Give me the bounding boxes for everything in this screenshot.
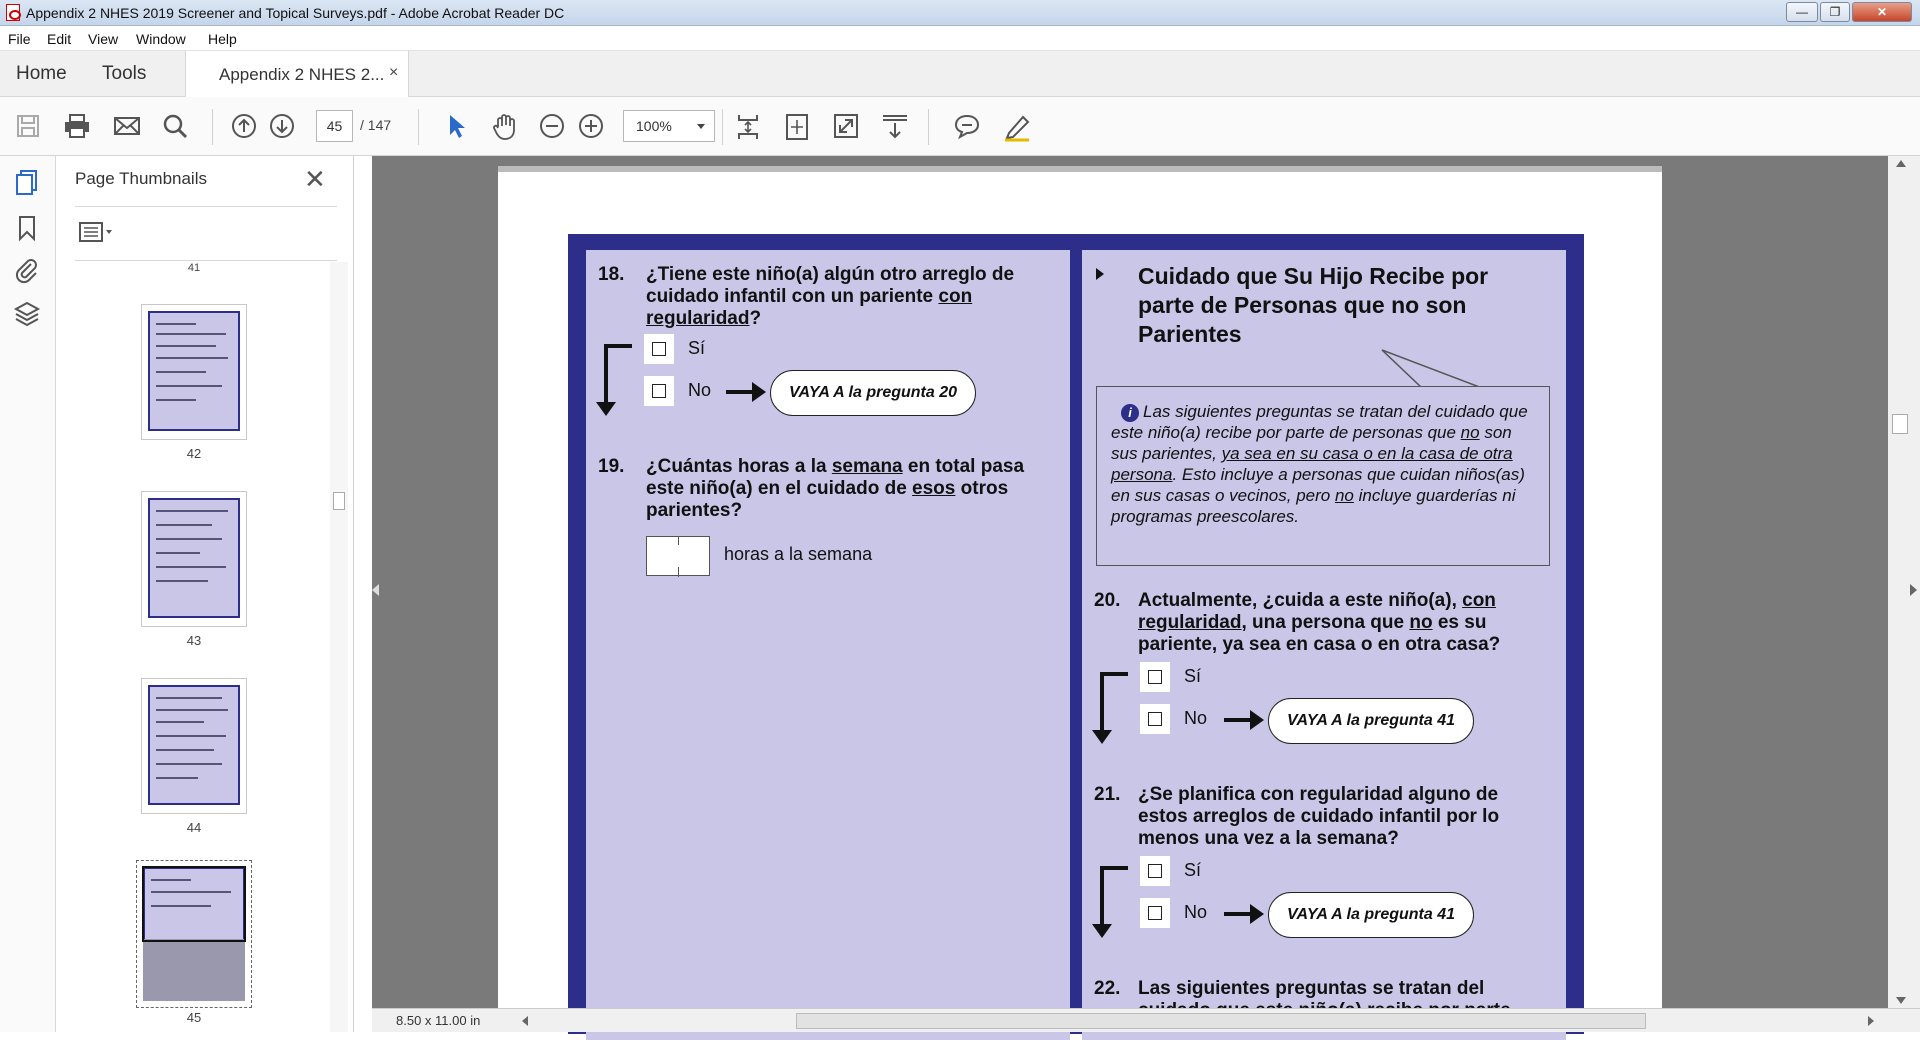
scroll-down-icon[interactable]	[1896, 997, 1906, 1004]
pointer-icon	[443, 113, 469, 139]
question-22-number: 22.	[1094, 978, 1121, 999]
menu-view[interactable]: View	[88, 31, 119, 47]
question-18-number: 18.	[598, 264, 625, 285]
q21-no-checkbox[interactable]	[1140, 898, 1170, 928]
read-mode-button[interactable]	[874, 97, 914, 156]
q20-no-label: No	[1184, 708, 1208, 728]
fit-page-button[interactable]	[777, 97, 817, 156]
thumbnail-label-43: 43	[186, 633, 202, 648]
info-icon: i	[1121, 404, 1139, 422]
section-triangle-icon	[1096, 268, 1104, 280]
pdf-page	[498, 166, 1662, 1026]
pdf-app-icon	[6, 4, 20, 21]
thumbnail-options-icon[interactable]	[78, 220, 116, 244]
page-thumbnails-icon[interactable]	[13, 168, 41, 196]
bookmarks-icon[interactable]	[13, 214, 41, 242]
select-tool-button[interactable]	[436, 97, 476, 156]
previous-page-button[interactable]	[224, 97, 264, 156]
expand-icon	[833, 113, 859, 139]
fit-page-icon	[784, 113, 810, 141]
email-button[interactable]	[106, 97, 146, 156]
tab-tools[interactable]: Tools	[102, 63, 147, 84]
arrow-down-circle-icon	[269, 113, 295, 139]
thumbnail-label-44: 44	[186, 820, 202, 835]
arrow-up-circle-icon	[231, 113, 257, 139]
horizontal-scroll-thumb[interactable]	[796, 1013, 1646, 1029]
tab-document[interactable]	[185, 51, 409, 97]
menu-help[interactable]: Help	[208, 31, 237, 47]
close-window-button[interactable]: ✕	[1852, 2, 1912, 22]
scroll-left-icon[interactable]	[522, 1016, 528, 1026]
hand-icon	[491, 113, 519, 141]
layers-icon[interactable]	[13, 300, 41, 328]
thumbnail-page-44[interactable]	[141, 678, 247, 814]
thumbnail-label-42: 42	[186, 446, 202, 461]
tab-bar	[0, 51, 1920, 97]
toolbar	[0, 97, 1920, 156]
restore-button[interactable]: ❐	[1820, 2, 1850, 22]
q18-no-checkbox[interactable]	[644, 376, 674, 406]
scrolling-mode-button[interactable]	[728, 97, 768, 156]
q18-si-checkbox[interactable]	[644, 334, 674, 364]
page-scroll-icon	[735, 113, 761, 141]
survey-frame	[568, 234, 1584, 1034]
title-bar	[0, 0, 1920, 26]
vertical-scroll-thumb[interactable]	[1892, 414, 1908, 434]
comment-icon	[953, 113, 981, 139]
skip-arrow	[1224, 912, 1252, 916]
scroll-up-icon[interactable]	[1896, 160, 1906, 167]
q20-si-checkbox[interactable]	[1140, 662, 1170, 692]
status-bar	[372, 1008, 1920, 1032]
panel-scroll-thumb[interactable]	[333, 492, 345, 510]
goto-question-20: VAYA A la pregunta 20	[770, 370, 976, 416]
panel-scrollbar[interactable]	[330, 262, 348, 1032]
hours-label: horas a la semana	[724, 544, 873, 564]
skip-arrow	[726, 390, 754, 394]
question-18-text: ¿Tiene este niño(a) algún otro arreglo de cuidado infantil con un pariente con regularidad?	[646, 264, 1015, 329]
goto-question-41-b: VAYA A la pregunta 41	[1268, 892, 1474, 938]
navigation-rail	[0, 156, 56, 1032]
zoom-out-button[interactable]	[532, 97, 572, 156]
info-box: i Las siguientes preguntas se tratan del cuidado que este niño(a) recibe por parte de personas que no son sus parientes, ya sea en su casa o en la casa de otra persona. Esto incluye a personas que cuidan niños(as) en sus casas o vecinos, pero no incluye guarderías ni programas preescolares.	[1096, 386, 1550, 566]
highlight-button[interactable]	[996, 97, 1036, 156]
print-button[interactable]	[56, 97, 96, 156]
next-page-button[interactable]	[262, 97, 302, 156]
skip-bracket-arrow	[1100, 866, 1128, 926]
callout-pointer	[1382, 350, 1492, 388]
menu-file[interactable]: File	[8, 31, 31, 47]
skip-bracket-arrow	[604, 344, 632, 404]
q21-no-label: No	[1184, 902, 1208, 922]
menu-window[interactable]: Window	[136, 31, 186, 47]
print-icon	[63, 113, 91, 139]
hand-tool-button[interactable]	[484, 97, 524, 156]
question-22-text: Las siguientes preguntas se tratan del	[1138, 978, 1485, 999]
page-total: / 147	[360, 117, 392, 133]
section-title: Cuidado que Su Hijo Recibe por parte de Personas que no son Parientes	[1138, 263, 1489, 347]
thumbnail-label-45: 45	[186, 1010, 202, 1025]
vertical-scrollbar[interactable]	[1888, 156, 1920, 1008]
search-button[interactable]	[155, 97, 195, 156]
q18-no-label: No	[688, 380, 712, 400]
zoom-in-icon	[578, 113, 604, 139]
skip-bracket-arrow	[1100, 672, 1128, 732]
menu-edit[interactable]: Edit	[47, 31, 72, 47]
window-title: Appendix 2 NHES 2019 Screener and Topical Surveys.pdf - Adobe Acrobat Reader DC	[26, 5, 565, 21]
hours-input[interactable]	[646, 536, 710, 576]
expand-right-icon[interactable]	[1910, 584, 1917, 596]
q21-si-label: Sí	[1184, 860, 1202, 880]
question-21-text: ¿Se planifica con regularidad alguno de estos arreglos de cuidado infantil por lo menos una vez a la semana?	[1138, 784, 1500, 849]
thumbnail-page-45-selected[interactable]	[136, 860, 252, 1008]
pen-icon	[1003, 113, 1031, 141]
close-tab-icon[interactable]: ×	[389, 64, 399, 81]
right-column	[1082, 250, 1566, 1040]
menu-bar	[0, 27, 1920, 51]
thumbnail-page-43[interactable]	[141, 491, 247, 627]
q20-si-label: Sí	[1184, 666, 1202, 686]
email-icon	[113, 113, 141, 139]
document-tab-label: Appendix 2 NHES 2...	[219, 65, 385, 84]
zoom-out-icon	[539, 113, 565, 139]
question-20-number: 20.	[1094, 590, 1121, 611]
skip-arrow	[1224, 718, 1252, 722]
question-20-text: Actualmente, ¿cuida a este niño(a), con regularidad, una persona que no es su pariente, ya sea en casa o en otra casa?	[1138, 590, 1501, 655]
zoom-in-button[interactable]	[571, 97, 611, 156]
scroll-right-icon[interactable]	[1868, 1016, 1874, 1026]
page-thumbnails-panel	[56, 156, 354, 1032]
tab-home[interactable]: Home	[16, 63, 67, 84]
goto-question-41: VAYA A la pregunta 41	[1268, 698, 1474, 744]
left-column	[586, 250, 1070, 1040]
panel-title: Page Thumbnails	[75, 169, 207, 188]
q20-no-checkbox[interactable]	[1140, 704, 1170, 734]
save-button[interactable]	[8, 97, 48, 156]
document-viewer	[372, 156, 1900, 1008]
page-number-input[interactable]: 45	[316, 110, 353, 142]
page-size-label: 8.50 x 11.00 in	[396, 1013, 481, 1028]
close-panel-icon[interactable]: ✕	[304, 164, 326, 194]
minimize-button[interactable]: —	[1786, 2, 1818, 22]
attachments-icon[interactable]	[13, 256, 41, 284]
full-screen-button[interactable]	[826, 97, 866, 156]
question-19-number: 19.	[598, 456, 625, 477]
zoom-level-select[interactable]: 100%	[623, 110, 715, 142]
q21-si-checkbox[interactable]	[1140, 856, 1170, 886]
collapse-left-icon[interactable]	[372, 584, 379, 596]
question-21-number: 21.	[1094, 784, 1121, 805]
thumbnail-label-41: 41	[187, 262, 201, 274]
search-icon	[162, 113, 188, 139]
save-icon	[15, 113, 41, 139]
question-19-text: ¿Cuántas horas a la semana en total pasa este niño(a) en el cuidado de esos otros parientes?	[646, 456, 1025, 521]
read-mode-icon	[881, 113, 909, 141]
thumbnail-page-42[interactable]	[141, 304, 247, 440]
comment-button[interactable]	[946, 97, 986, 156]
q18-si-label: Sí	[688, 338, 706, 358]
